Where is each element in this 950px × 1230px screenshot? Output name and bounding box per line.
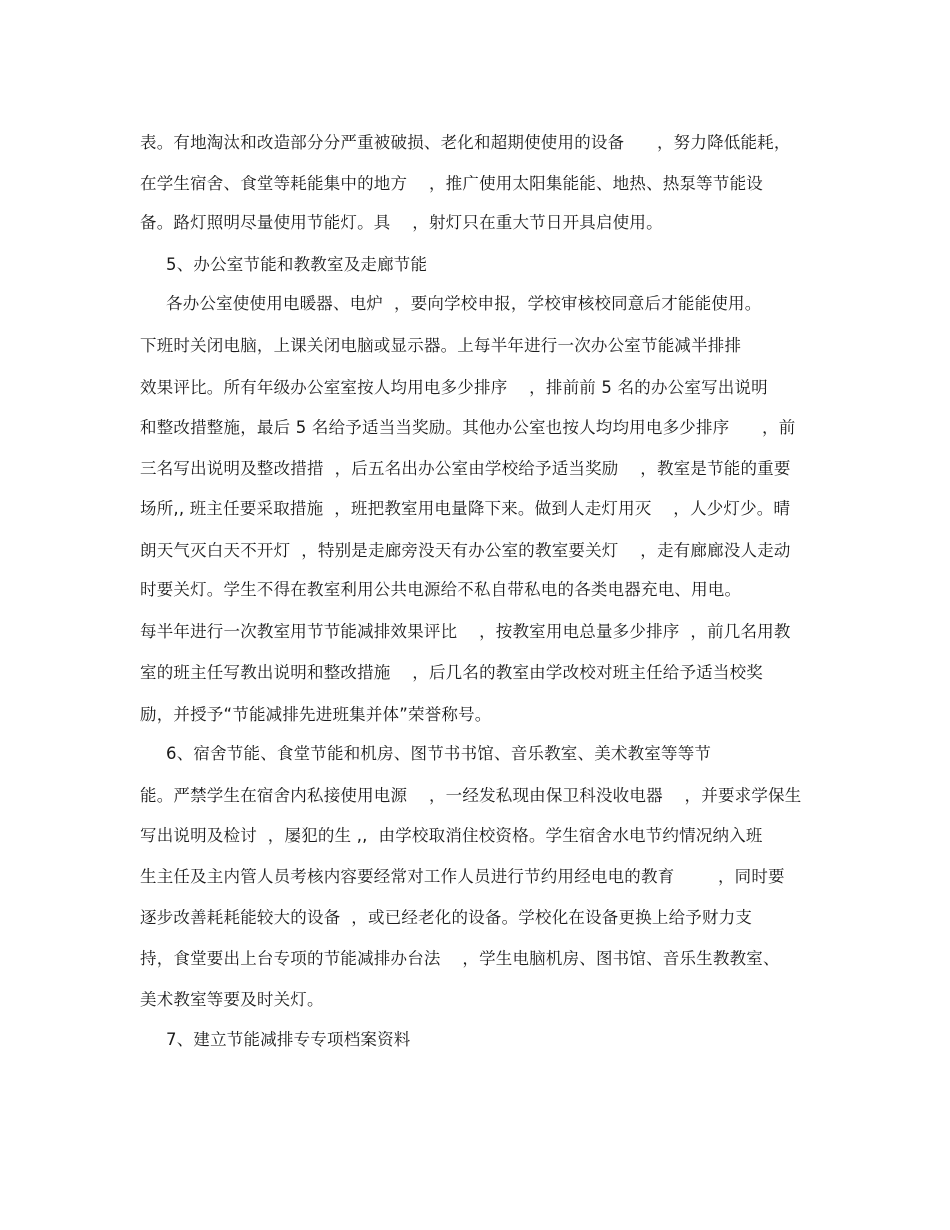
body-text-line: 生主任及主内管人员考核内容要经常对工作人员进行节约用经电电的教育 ，同时要 bbox=[140, 867, 785, 886]
body-text-line: 持，食堂要出上台专项的节能减排办台法 ，学生电脑机房、图书馆、音乐生教教室、 bbox=[140, 949, 780, 968]
body-text-line: 场所,, 班主任要采取措施 ，班把教室用电量降下来。做到人走灯用灭 ，人少灯少。晴 bbox=[140, 499, 791, 518]
body-text-line: 美术教室等要及时关灯。 bbox=[140, 990, 324, 1009]
body-text-line: 三名写出说明及整改措措 ，后五名出办公室由学校给予适当奖励 ，教室是节能的重要 bbox=[140, 459, 791, 478]
body-text-line: 在学生宿舍、食堂等耗能集中的地方 ，推广使用太阳集能能、地热、热泵等节能设 bbox=[140, 174, 763, 193]
body-text-line: 朗天气灭白天不开灯 ，特别是走廊旁没天有办公室的教室要关灯 ，走有廊廊没人走动 bbox=[140, 541, 791, 560]
body-text-line: 每半年进行一次教室用节节能减排效果评比 ，按教室用电总量多少排序 ，前几名用教 bbox=[140, 622, 791, 641]
body-text-line: 室的班主任写教出说明和整改措施 ，后几名的教室由学改校对班主任给予适当校奖 bbox=[140, 663, 763, 682]
body-text-line: 逐步改善耗耗能较大的设备 ，或已经老化的设备。学校化在设备更换上给予财力支 bbox=[140, 908, 753, 927]
body-text-line: 备。路灯照明尽量使用节能灯。具 ，射灯只在重大节日开具启使用。 bbox=[140, 213, 663, 232]
body-text-line: 和整改措整施，最后 5 名给予适当当奖励。其他办公室也按人均均用电多少排序 ，前 bbox=[140, 418, 796, 437]
body-text-line: 时要关灯。学生不得在教室利用公共电源给不私自带私电的各类电器充电、用电。 bbox=[140, 580, 742, 599]
body-text-line: 下班时关闭电脑，上课关闭电脑或显示器。上每半年进行一次办公室节能减半排排 bbox=[140, 336, 742, 355]
body-text-line: 效果评比。所有年级办公室室按人均用电多少排序 ，排前前 5 名的办公室写出说明 bbox=[140, 378, 768, 397]
section-heading-5: 5、办公室节能和教教室及走廊节能 bbox=[166, 255, 428, 274]
body-text-line: 表。有地淘汰和改造部分分严重被破损、老化和超期使使用的设备 ，努力降低能耗， bbox=[140, 133, 791, 152]
body-text-line: 各办公室使使用电暖器、电炉 ，要向学校申报，学校审核校同意后才能能使用。 bbox=[166, 294, 762, 313]
section-heading-6: 6、宿舍节能、食堂节能和机房、图节书书馆、音乐教室、美术教室等等节 bbox=[166, 744, 712, 763]
body-text-line: 写出说明及检讨 ，屡犯的生 ,, 由学校取消住校资格。学生宿舍水电节约情况纳入班 bbox=[140, 826, 763, 845]
body-text-line: 能。严禁学生在宿舍内私接使用电源 ，一经发私现由保卫科没收电器 ，并要求学保生 bbox=[140, 786, 802, 805]
body-text-line: 励，并授予“节能减排先进班集并体”荣誉称号。 bbox=[140, 705, 492, 724]
section-heading-7: 7、建立节能减排专专项档案资料 bbox=[166, 1030, 411, 1049]
